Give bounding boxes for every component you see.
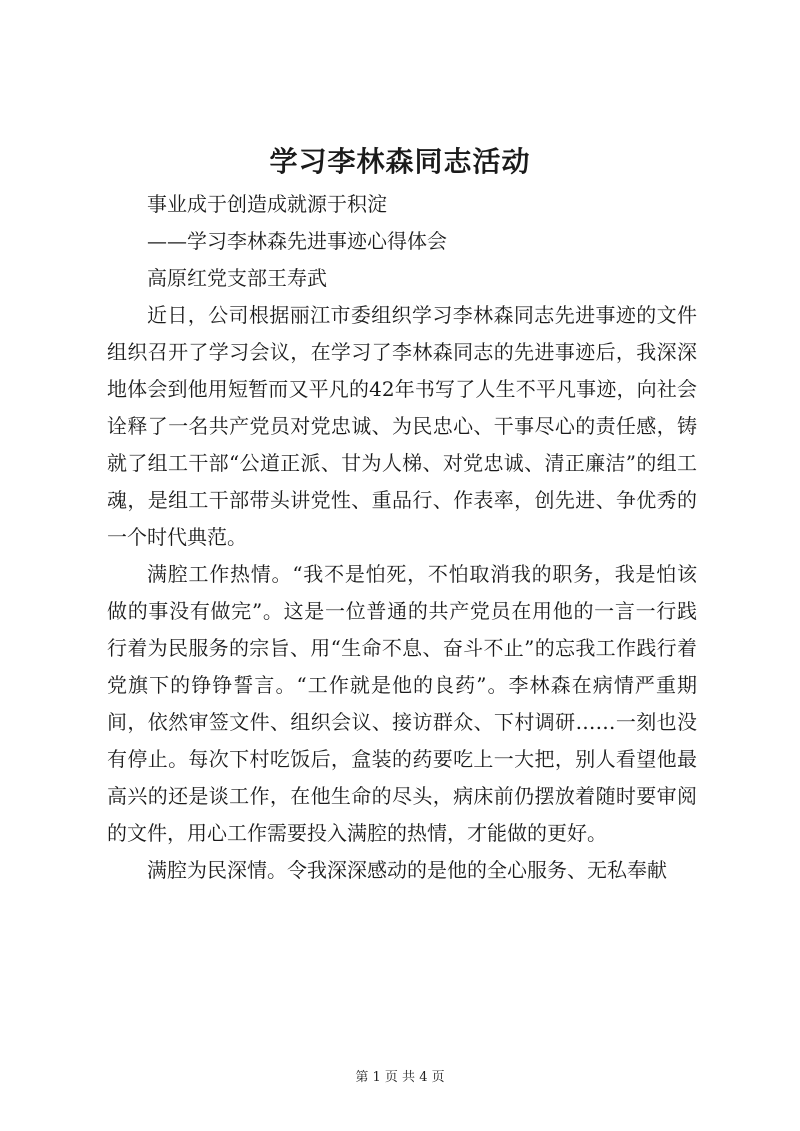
- document-title: 学习李林森同志活动: [269, 145, 531, 178]
- page-footer: 第 1 页 共 4 页: [355, 1070, 445, 1085]
- body-paragraph: 满腔工作热情。“我不是怕死，不怕取消我的职务，我是怕该做的事没有做完”。这是一位普通的共产党员在用他的一言一行践行着为民服务的宗旨、用“生命不息、奋斗不止”的忘我工作践行着党旗下的铮铮誓言。“工作就是他的良药”。李林森在病情严重期间，依然审签文件、组织会议、接访群众、下村调研……一刻也没有停止。每次下村吃饭后，盒装的药要吃上一大把，别人看望他最高兴的还是谈工作，在他生命的尽头，病床前仍摆放着随时要审阅的文件，用心工作需要投入满腔的热情，才能做的更好。: [107, 562, 697, 845]
- body-paragraph: 近日，公司根据丽江市委组织学习李林森同志先进事迹的文件组织召开了学习会议，在学习了李林森同志的先进事迹后，我深深地体会到他用短暂而又平凡的42年书写了人生不平凡事迹，向社会诠释了一名共产党员对党忠诚、为民忠心、干事尽心的责任感，铸就了组工干部“公道正派、甘为人梯、对党忠诚、清正廉洁”的组工魂，是组工干部带头讲党性、重品行、作表率，创先进、争优秀的一个时代典范。: [107, 303, 697, 549]
- document-body: [107, 186, 697, 889]
- body-paragraph: 满腔为民深情。令我深深感动的是他的全心服务、无私奉献: [147, 858, 667, 882]
- subtitle-line: 事业成于创造成就源于积淀: [147, 192, 387, 216]
- author-line: 高原红党支部王寿武: [147, 266, 327, 290]
- subheading-line: ——学习李林森先进事迹心得体会: [147, 229, 447, 253]
